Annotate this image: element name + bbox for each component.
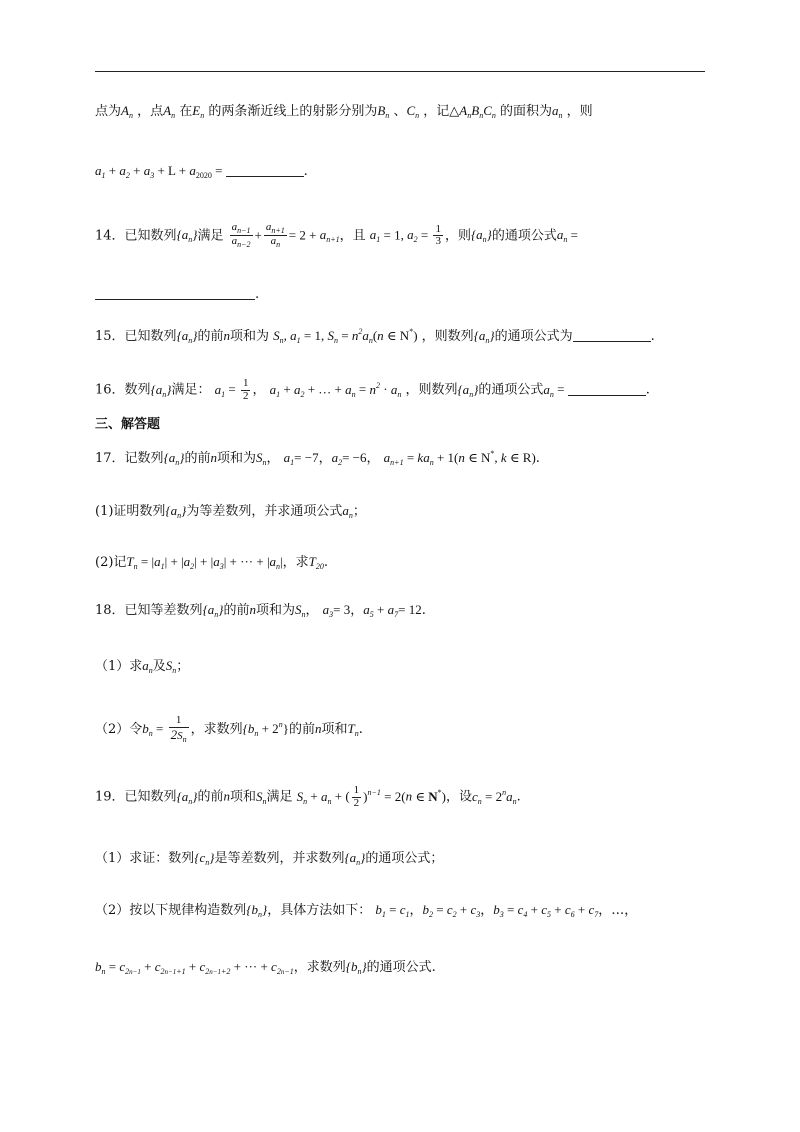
answer-blank[interactable]: [573, 329, 651, 342]
question-16: 16．数列$\{a_n\}$满足： $a_1$ = $\frac{1}{2}$ ， $a_1 + a_2$ + … + $a_n = n^2 \cdot a_n$ ，则数列$\{a_n\}$的通项公式$a_n$ = .: [95, 377, 650, 402]
question-14: 14．已知数列$\{a_n\}$满足 $\frac{a_{n-1}}{a_{n-2}}$ + $\frac{a_{n+1}}{a_n}$ = $2 + a_{n+1}$，且 $a_1 = 1$, $a_2$ = $\frac{1}{3}$ ，则$\{a_n\}$的通项公式$a_n$ =: [95, 221, 578, 250]
answer-blank[interactable]: [95, 287, 255, 300]
q14-answer-line: .: [95, 287, 259, 301]
question-18: 18．已知等差数列$\{a_n\}$的前n项和为$S_n$， $a_3= 3$，$a_5 + a_7= 12$.: [95, 602, 426, 619]
q18-part-2: （2）令$b_n$ = $\frac{1}{2S_n}$ ，求数列$\{b_n + 2^n\}$的前n项和$T_n$.: [95, 714, 363, 744]
q19-part-1: （1）求证：数列$\{c_n\}$是等差数列，并求数列$\{a_n\}$的通项公式；: [95, 850, 444, 867]
q13-continuation-line: 点为$A_n$ ，点$A_n$ 在$E_n$ 的两条渐近线上的射影分别为$B_n$ 、$C_n$ ，记$\triangle A_nB_nC_n$ 的面积为$a_n$ ，则: [95, 103, 593, 120]
answer-blank[interactable]: [568, 383, 646, 396]
q19-part-2-formula: $b_n = c_{2n-1} + c_{2n-1+1} + c_{2n-1+2}$ + ··· + $c_{2n-1}$，求数列$\{b_n\}$的通项公式.: [95, 959, 436, 976]
q19-part-2: （2）按以下规律构造数列$\{b_n\}$，具体方法如下： $b_1 = c_1$，$b_2 = c_2 + c_3$，$b_3 = c_4 + c_5 + c_6 + c_7$，…，: [95, 902, 638, 919]
q17-part-1: (1)证明数列$\{a_n\}$为等差数列，并求通项公式$a_n$；: [95, 503, 366, 520]
answer-blank[interactable]: [226, 164, 304, 177]
q18-part-1: （1）求$a_n$及$S_n$；: [95, 658, 190, 675]
header-rule: [95, 71, 705, 72]
question-17: 17．记数列$\{a_n\}$的前n项和为$S_n$， $a_1= -7$，$a_2= -6$， $a_{n+1} = ka_n + 1(n$ ∈ N*, k ∈ R).: [95, 449, 540, 467]
question-19: 19．已知数列$\{a_n\}$的前n项和$S_n$满足 $S_n + a_n$ + ( $\frac{1}{2}$ )$^{n-1}$ = 2(n ∈ N*)，设$c_n = 2^na_n$.: [95, 784, 521, 809]
q17-part-2: (2)记$T_n = |a_1| + |a_2| + |a_3|$ + ··· + $|a_n|$，求$T_{20}$.: [95, 554, 329, 571]
section-heading: 三、解答题: [95, 417, 161, 432]
question-15: 15．已知数列$\{a_n\}$的前n项和为 $S_n$, $a_1 = 1$, $S_n = n^2a_n(n$ ∈ N*) ，则数列$\{a_n\}$的通项公式为 .: [95, 327, 655, 345]
q13-sum-line: $a_1 + a_2 + a_3 + L + a_{2020}$ = .: [95, 163, 308, 180]
